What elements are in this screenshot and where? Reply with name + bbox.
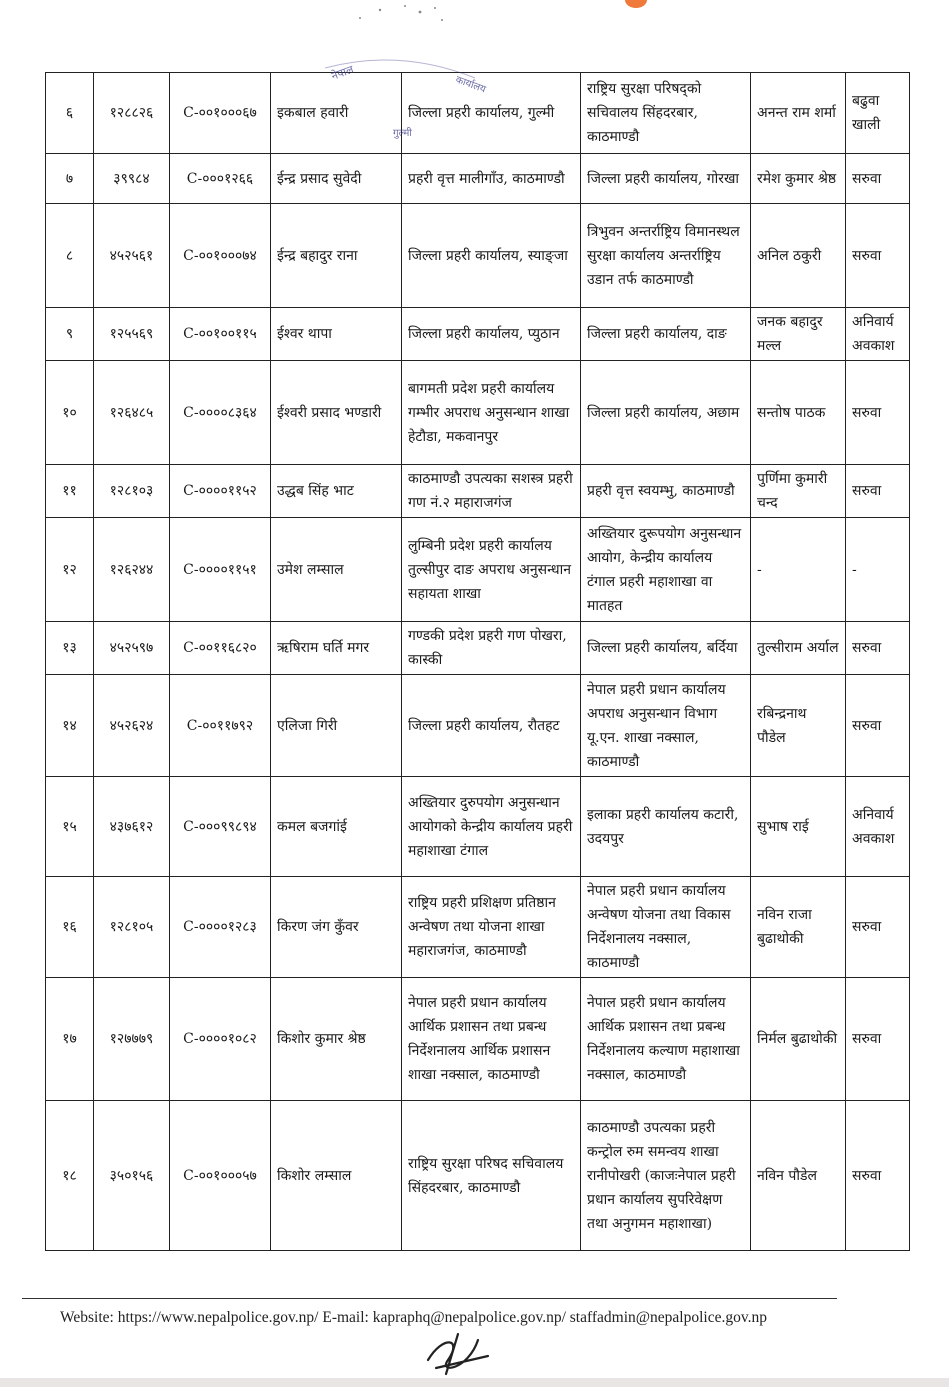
employee-id-cell: C-००००१०८२: [170, 978, 271, 1101]
current-posting-cell: अख्तियार दुरुपयोग अनुसन्धान आयोगको केन्द्रीय कार्यालय प्रहरी महाशाखा टंगाल: [402, 777, 581, 877]
personnel-code-cell: १२८८२६: [94, 73, 170, 154]
serial-number-cell: ८: [46, 204, 94, 308]
footer-rule: [22, 1298, 837, 1299]
employee-id-cell: C-००१०००५७: [170, 1101, 271, 1251]
table-row: [46, 204, 910, 308]
replacement-officer-cell: तुल्सीराम अर्याल: [751, 622, 846, 675]
employee-id-cell: C-००००८३६४: [170, 361, 271, 465]
officer-name-cell: किशोर लम्साल: [271, 1101, 402, 1251]
new-posting-cell: नेपाल प्रहरी प्रधान कार्यालय अपराध अनुसन्धान विभाग यू.एन. शाखा नक्साल, काठमाण्डौ: [581, 675, 751, 777]
serial-number-cell: ७: [46, 154, 94, 204]
svg-text:गुल्मी: गुल्मी: [393, 128, 412, 139]
serial-number-cell: १४: [46, 675, 94, 777]
current-posting-cell: राष्ट्रिय प्रहरी प्रशिक्षण प्रतिष्ठान अन्वेषण तथा योजना शाखा महाराजगंज, काठमाण्डौ: [402, 877, 581, 978]
replacement-officer-cell: अनिल ठकुरी: [751, 204, 846, 308]
replacement-officer-cell: नविन राजा बुढाथोकी: [751, 877, 846, 978]
officer-name-cell: कमल बजगांई: [271, 777, 402, 877]
remark-cell: सरुवा: [846, 675, 910, 777]
page-bottom-edge: [0, 1378, 949, 1387]
transfer-table: [45, 72, 910, 1251]
serial-number-cell: ९: [46, 308, 94, 361]
serial-number-cell: १५: [46, 777, 94, 877]
table-row: [46, 675, 910, 777]
personnel-code-cell: १२८१०३: [94, 465, 170, 518]
signature: [418, 1330, 498, 1376]
current-posting-cell: जिल्ला प्रहरी कार्यालय, स्याङ्जा: [402, 204, 581, 308]
employee-id-cell: C-०००१२६६: [170, 154, 271, 204]
replacement-officer-cell: अनन्त राम शर्मा: [751, 73, 846, 154]
personnel-code-cell: ४५२५६१: [94, 204, 170, 308]
serial-number-cell: १०: [46, 361, 94, 465]
serial-number-cell: १६: [46, 877, 94, 978]
replacement-officer-cell: निर्मल बुढाथोकी: [751, 978, 846, 1101]
new-posting-cell: जिल्ला प्रहरी कार्यालय, बर्दिया: [581, 622, 751, 675]
table-row: [46, 877, 910, 978]
new-posting-cell: प्रहरी वृत्त स्वयम्भु, काठमाण्डौ: [581, 465, 751, 518]
new-posting-cell: नेपाल प्रहरी प्रधान कार्यालय आर्थिक प्रशासन तथा प्रबन्ध निर्देशनालय कल्याण महाशाखा नक्साल, काठमाण्डौ: [581, 978, 751, 1101]
serial-number-cell: १८: [46, 1101, 94, 1251]
officer-name-cell: किशोर कुमार श्रेष्ठ: [271, 978, 402, 1101]
employee-id-cell: C-००००११५१: [170, 518, 271, 622]
current-posting-cell: गण्डकी प्रदेश प्रहरी गण पोखरा, कास्की: [402, 622, 581, 675]
current-posting-cell: नेपाल प्रहरी प्रधान कार्यालय आर्थिक प्रशासन तथा प्रबन्ध निर्देशनालय आर्थिक प्रशासन शाखा नक्साल, काठमाण्डौ: [402, 978, 581, 1101]
personnel-code-cell: ४३७६१२: [94, 777, 170, 877]
current-posting-cell: लुम्बिनी प्रदेश प्रहरी कार्यालय तुल्सीपुर दाङ अपराध अनुसन्धान सहायता शाखा: [402, 518, 581, 622]
remark-cell: अनिवार्य अवकाश: [846, 308, 910, 361]
employee-id-cell: C-००१०००७४: [170, 204, 271, 308]
replacement-officer-cell: नविन पौडेल: [751, 1101, 846, 1251]
officer-name-cell: ईश्वरी प्रसाद भण्डारी: [271, 361, 402, 465]
serial-number-cell: ११: [46, 465, 94, 518]
table-row: [46, 1101, 910, 1251]
remark-cell: सरुवा: [846, 361, 910, 465]
svg-text:कार्यालय: कार्यालय: [453, 74, 488, 96]
table-row: [46, 622, 910, 675]
replacement-officer-cell: पुर्णिमा कुमारी चन्द: [751, 465, 846, 518]
serial-number-cell: १२: [46, 518, 94, 622]
personnel-code-cell: १२७७७९: [94, 978, 170, 1101]
new-posting-cell: काठमाण्डौ उपत्यका प्रहरी कन्ट्रोल रुम समन्वय शाखा रानीपोखरी (काजःनेपाल प्रहरी प्रधान कार्यालय सुपरिवेक्षण तथा अनुगमन महाशाखा): [581, 1101, 751, 1251]
table-row: [46, 777, 910, 877]
serial-number-cell: १३: [46, 622, 94, 675]
current-posting-cell: जिल्ला प्रहरी कार्यालय, रौतहट: [402, 675, 581, 777]
employee-id-cell: C-००११६८२०: [170, 622, 271, 675]
current-posting-cell: जिल्ला प्रहरी कार्यालय, प्युठान: [402, 308, 581, 361]
employee-id-cell: C-००००११५२: [170, 465, 271, 518]
svg-text:नेपाल: नेपाल: [329, 62, 356, 83]
personnel-code-cell: १२६२४४: [94, 518, 170, 622]
current-posting-cell: प्रहरी वृत्त मालीगाँउ, काठमाण्डौ: [402, 154, 581, 204]
table-row: [46, 518, 910, 622]
replacement-officer-cell: जनक बहादुर मल्ल: [751, 308, 846, 361]
stamp-speckle-top: [350, 0, 460, 30]
replacement-officer-cell: रबिन्द्रनाथ पौडेल: [751, 675, 846, 777]
officer-name-cell: इकबाल हवारी: [271, 73, 402, 154]
serial-number-cell: १७: [46, 978, 94, 1101]
remark-cell: बढुवा खाली: [846, 73, 910, 154]
table-row: [46, 73, 910, 154]
new-posting-cell: राष्ट्रिय सुरक्षा परिषद्को सचिवालय सिंहदरबार, काठमाण्डौ: [581, 73, 751, 154]
footer-contact: Website: https://www.nepalpolice.gov.np/ E-mail: kapraphq@nepalpolice.gov.np/ staffadmin@nepalpolice.gov.np: [60, 1309, 767, 1326]
remark-cell: सरुवा: [846, 877, 910, 978]
remark-cell: अनिवार्य अवकाश: [846, 777, 910, 877]
new-posting-cell: जिल्ला प्रहरी कार्यालय, अछाम: [581, 361, 751, 465]
table-row: [46, 308, 910, 361]
current-posting-cell: काठमाण्डौ उपत्यका सशस्त्र प्रहरी गण नं.२ महाराजगंज: [402, 465, 581, 518]
table-row: [46, 465, 910, 518]
table-row: [46, 978, 910, 1101]
table-row: [46, 154, 910, 204]
officer-name-cell: ईन्द्र प्रसाद सुवेदी: [271, 154, 402, 204]
current-posting-cell: बागमती प्रदेश प्रहरी कार्यालय गम्भीर अपराध अनुसन्धान शाखा हेटौडा, मकवानपुर: [402, 361, 581, 465]
replacement-officer-cell: -: [751, 518, 846, 622]
personnel-code-cell: १२६४८५: [94, 361, 170, 465]
remark-cell: सरुवा: [846, 204, 910, 308]
new-posting-cell: जिल्ला प्रहरी कार्यालय, दाङ: [581, 308, 751, 361]
remark-cell: सरुवा: [846, 978, 910, 1101]
new-posting-cell: नेपाल प्रहरी प्रधान कार्यालय अन्वेषण योजना तथा विकास निर्देशनालय नक्साल, काठमाण्डौ: [581, 877, 751, 978]
current-posting-cell: राष्ट्रिय सुरक्षा परिषद सचिवालय सिंहदरबार, काठमाण्डौ: [402, 1101, 581, 1251]
serial-number-cell: ६: [46, 73, 94, 154]
officer-name-cell: ऋषिराम घर्ति मगर: [271, 622, 402, 675]
employee-id-cell: C-०००९९८९४: [170, 777, 271, 877]
employee-id-cell: C-००११७९२: [170, 675, 271, 777]
remark-cell: सरुवा: [846, 1101, 910, 1251]
officer-name-cell: उद्धब सिंह भाट: [271, 465, 402, 518]
personnel-code-cell: ४५२६२४: [94, 675, 170, 777]
current-posting-cell: जिल्ला प्रहरी कार्यालय, गुल्मी: [402, 73, 581, 154]
replacement-officer-cell: सन्तोष पाठक: [751, 361, 846, 465]
personnel-code-cell: १२५५६९: [94, 308, 170, 361]
personnel-code-cell: ४५२५९७: [94, 622, 170, 675]
officer-name-cell: एलिजा गिरी: [271, 675, 402, 777]
employee-id-cell: C-००००१२८३: [170, 877, 271, 978]
officer-name-cell: ईन्द्र बहादुर राना: [271, 204, 402, 308]
remark-cell: सरुवा: [846, 465, 910, 518]
replacement-officer-cell: सुभाष राई: [751, 777, 846, 877]
table-row: [46, 361, 910, 465]
personnel-code-cell: ३९९८४: [94, 154, 170, 204]
officer-name-cell: उमेश लम्साल: [271, 518, 402, 622]
replacement-officer-cell: रमेश कुमार श्रेष्ठ: [751, 154, 846, 204]
employee-id-cell: C-००१००११५: [170, 308, 271, 361]
remark-cell: सरुवा: [846, 622, 910, 675]
personnel-code-cell: ३५०१५६: [94, 1101, 170, 1251]
new-posting-cell: त्रिभुवन अन्तर्राष्ट्रिय विमानस्थल सुरक्षा कार्यालय अन्तर्राष्ट्रिय उडान तर्फ काठमाण्डौ: [581, 204, 751, 308]
remark-cell: -: [846, 518, 910, 622]
new-posting-cell: इलाका प्रहरी कार्यालय कटारी, उदयपुर: [581, 777, 751, 877]
remark-cell: सरुवा: [846, 154, 910, 204]
personnel-code-cell: १२८१०५: [94, 877, 170, 978]
new-posting-cell: जिल्ला प्रहरी कार्यालय, गोरखा: [581, 154, 751, 204]
employee-id-cell: C-००१०००६७: [170, 73, 271, 154]
orange-marker: [625, 0, 647, 8]
officer-name-cell: किरण जंग कुँवर: [271, 877, 402, 978]
new-posting-cell: अख्तियार दुरूपयोग अनुसन्धान आयोग, केन्द्रीय कार्यालय टंगाल प्रहरी महाशाखा वा मातहत: [581, 518, 751, 622]
officer-name-cell: ईश्वर थापा: [271, 308, 402, 361]
